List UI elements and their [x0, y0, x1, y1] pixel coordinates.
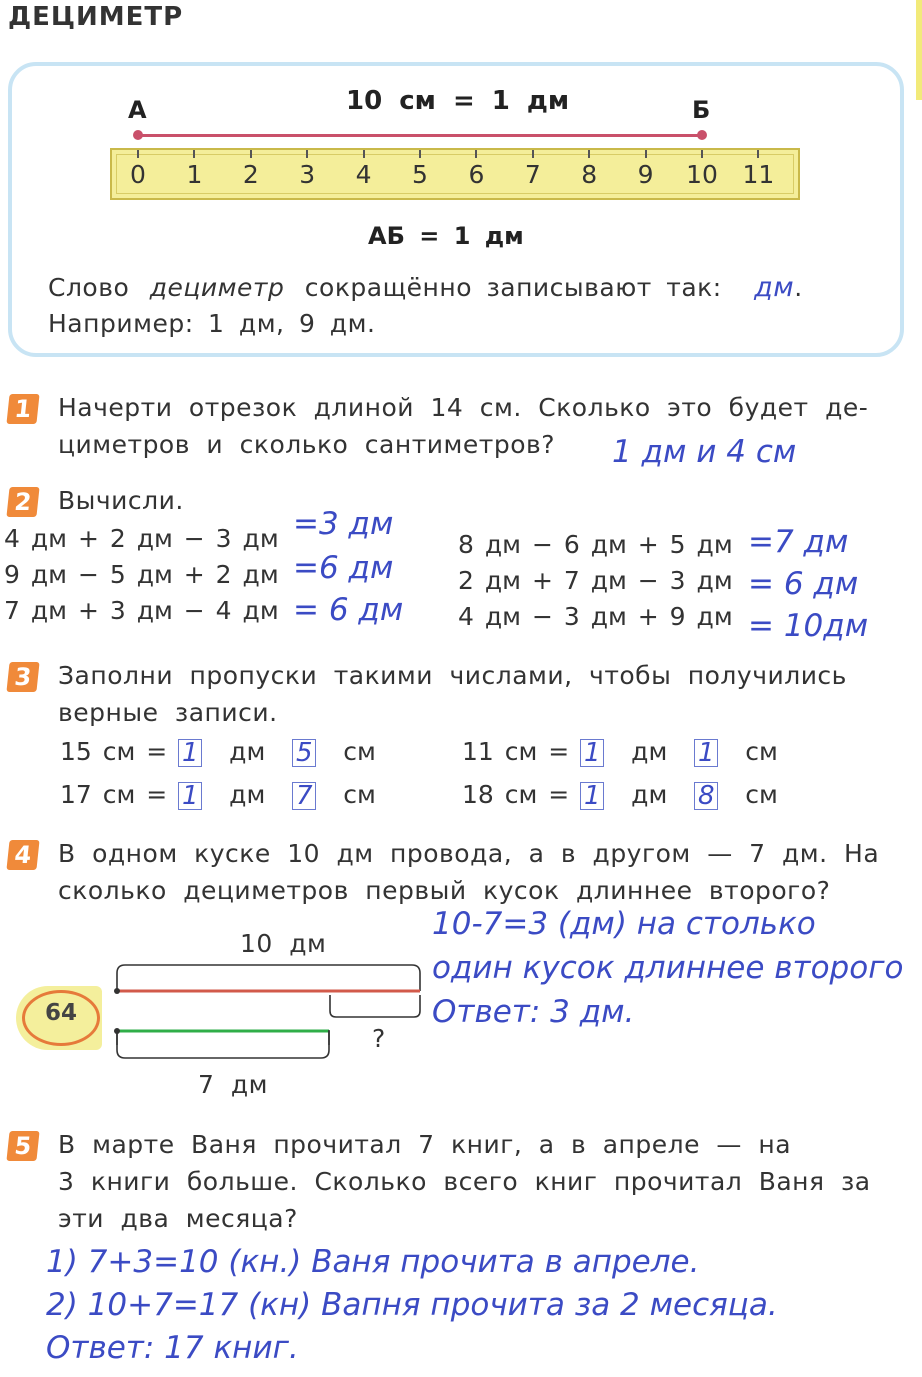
row-1-lhs: 15 см =: [60, 737, 168, 766]
ruler-tick-label: 3: [299, 160, 316, 189]
task-5-answer-line2: 2) 10+7=17 (кн) Вапня прочита за 2 месяца.: [46, 1287, 778, 1323]
task-4-line2: сколько дециметров первый кусок длиннее второго?: [58, 876, 831, 905]
row-1-unit-dm: дм: [229, 737, 266, 766]
task-3-line2: верные записи.: [58, 698, 278, 727]
bottom-brace-ext: [100, 1030, 340, 1065]
row-2-dm-box[interactable]: 1: [178, 782, 202, 810]
ruler-tick-label: 5: [412, 160, 428, 189]
ruler-tick: [645, 150, 647, 158]
line1-dot: .: [794, 273, 803, 302]
ruler-tick-label: 4: [355, 160, 372, 189]
line1-suffix: сокращённо записывают так:: [304, 273, 722, 302]
row-3-unit-dm: дм: [631, 737, 668, 766]
task-2-right-ans-1: =7 дм: [748, 524, 849, 560]
point-a-dot: [133, 130, 143, 140]
ruler-tick-label: 1: [186, 160, 203, 189]
ruler-tick: [532, 150, 534, 158]
ruler-tick-label: 2: [242, 160, 259, 189]
task-5-line3: эти два месяца?: [58, 1204, 298, 1233]
task-2-right-expr-3: 4 дм − 3 дм + 9 дм: [458, 602, 733, 631]
task-5-line1: В марте Ваня прочитал 7 книг, а в апреле — на: [58, 1130, 792, 1159]
line1-prefix: Слово: [48, 273, 130, 302]
task-4-answer-line1: 10-7=3 (дм) на столько: [432, 906, 816, 942]
ten-dm-start-dot: [114, 988, 120, 994]
task-5-answer-line3: Ответ: 17 книг.: [46, 1330, 299, 1366]
row-4-unit-cm: см: [745, 780, 778, 809]
task-2-left-expr-2: 9 дм − 5 дм + 2 дм: [4, 560, 279, 589]
task-1-line2: циметров и сколько сантиметров?: [58, 430, 555, 459]
task-4-answer-line2: один кусок длиннее второго: [432, 950, 904, 986]
point-b-dot: [697, 130, 707, 140]
ruler-tick: [588, 150, 590, 158]
top-brace: [117, 965, 420, 991]
task-5-answer-line1: 1) 7+3=10 (кн.) Ваня прочита в апреле.: [46, 1244, 700, 1280]
task-2-right-ans-2: = 6 дм: [748, 566, 859, 602]
ruler-tick: [137, 150, 139, 158]
task-1-line1: Начерти отрезок длиной 14 см. Сколько это будет де-: [58, 393, 869, 422]
task-1-badge: 1: [6, 394, 39, 424]
task-2-right-ans-3: = 10дм: [748, 608, 869, 644]
task-5-line2: 3 книги больше. Сколько всего книг прочитал Ваня за: [58, 1167, 871, 1196]
ruler-tick: [250, 150, 252, 158]
ruler-tick-label: 0: [130, 160, 146, 189]
ruler-tick: [701, 150, 703, 158]
ruler-tick: [475, 150, 477, 158]
task-5-badge: 5: [6, 1131, 39, 1161]
row-2-lhs: 17 см =: [60, 780, 168, 809]
row-4-cm-box[interactable]: 8: [694, 782, 718, 810]
segment-equation: АБ = 1 дм: [368, 222, 524, 250]
row-1-dm-box[interactable]: 1: [178, 739, 202, 767]
diagram-bottom-label: 7 дм: [198, 1070, 268, 1099]
ruler-tick-label: 9: [637, 160, 654, 189]
task-4-badge: 4: [6, 840, 39, 870]
task-2-left-expr-3: 7 дм + 3 дм − 4 дм: [4, 596, 279, 625]
task-2-left-ans-2: =6 дм: [293, 550, 394, 586]
task-2-title: Вычисли.: [58, 486, 184, 515]
task-2-right-expr-2: 2 дм + 7 дм − 3 дм: [458, 566, 733, 595]
row-1-unit-cm: см: [343, 737, 376, 766]
task-2-right-expr-1: 8 дм − 6 дм + 5 дм: [458, 530, 733, 559]
task-2-left-ans-3: = 6 дм: [293, 592, 404, 628]
row-3-lhs: 11 см =: [462, 737, 570, 766]
ruler-tick-label: 10: [686, 160, 718, 189]
ruler-tick: [757, 150, 759, 158]
row-4-dm-box[interactable]: 1: [580, 782, 604, 810]
ruler-tick-label: 8: [581, 160, 598, 189]
ruler-tick: [306, 150, 308, 158]
page-number: 64: [44, 1000, 77, 1026]
row-3-unit-cm: см: [745, 737, 778, 766]
difference-brace: [330, 995, 420, 1017]
row-3-cm-box[interactable]: 1: [694, 739, 718, 767]
task-4-answer-line3: Ответ: 3 дм.: [432, 994, 635, 1030]
task-3-row-3: [462, 737, 778, 767]
task-3-row-1: [60, 737, 376, 767]
ruler-tick: [419, 150, 421, 158]
segment-ab: [138, 134, 704, 137]
example-line: Например: 1 дм, 9 дм.: [48, 309, 376, 338]
task-2-badge: 2: [6, 487, 39, 517]
diagram-question-mark: ?: [372, 1024, 386, 1053]
row-4-lhs: 18 см =: [462, 780, 570, 809]
cm-dm-equation: 10 см = 1 дм: [346, 86, 570, 116]
row-3-dm-box[interactable]: 1: [580, 739, 604, 767]
row-2-unit-dm: дм: [229, 780, 266, 809]
ruler-tick-label: 6: [468, 160, 485, 189]
task-3-line1: Заполни пропуски такими числами, чтобы получились: [58, 661, 847, 690]
task-1-answer: 1 дм и 4 см: [612, 434, 797, 470]
ruler-tick-label: 7: [524, 160, 541, 189]
page-title: ДЕЦИМЕТР: [8, 2, 184, 32]
task-2-left-ans-1: =3 дм: [293, 506, 394, 542]
task-3-badge: 3: [6, 662, 39, 692]
task-3-row-2: [60, 780, 376, 810]
point-b-label: Б: [692, 96, 711, 124]
page-edge-strip: [916, 0, 922, 100]
task-3-row-4: [462, 780, 778, 810]
ruler-tick: [193, 150, 195, 158]
row-4-unit-dm: дм: [631, 780, 668, 809]
point-a-label: А: [128, 96, 147, 124]
ruler-tick-label: 11: [742, 160, 775, 189]
diagram-top-label: 10 дм: [240, 929, 327, 958]
task-2-left-expr-1: 4 дм + 2 дм − 3 дм: [4, 524, 279, 553]
abbr-dm: дм: [754, 272, 795, 303]
ruler-tick: [363, 150, 365, 158]
row-1-cm-box[interactable]: 5: [292, 739, 316, 767]
word-decimeter: дециметр: [149, 273, 285, 302]
row-2-cm-box[interactable]: 7: [292, 782, 316, 810]
task-4-line1: В одном куске 10 дм провода, а в другом — 7 дм. На: [58, 839, 880, 868]
row-2-unit-cm: см: [343, 780, 376, 809]
abbreviation-line: [48, 272, 803, 303]
